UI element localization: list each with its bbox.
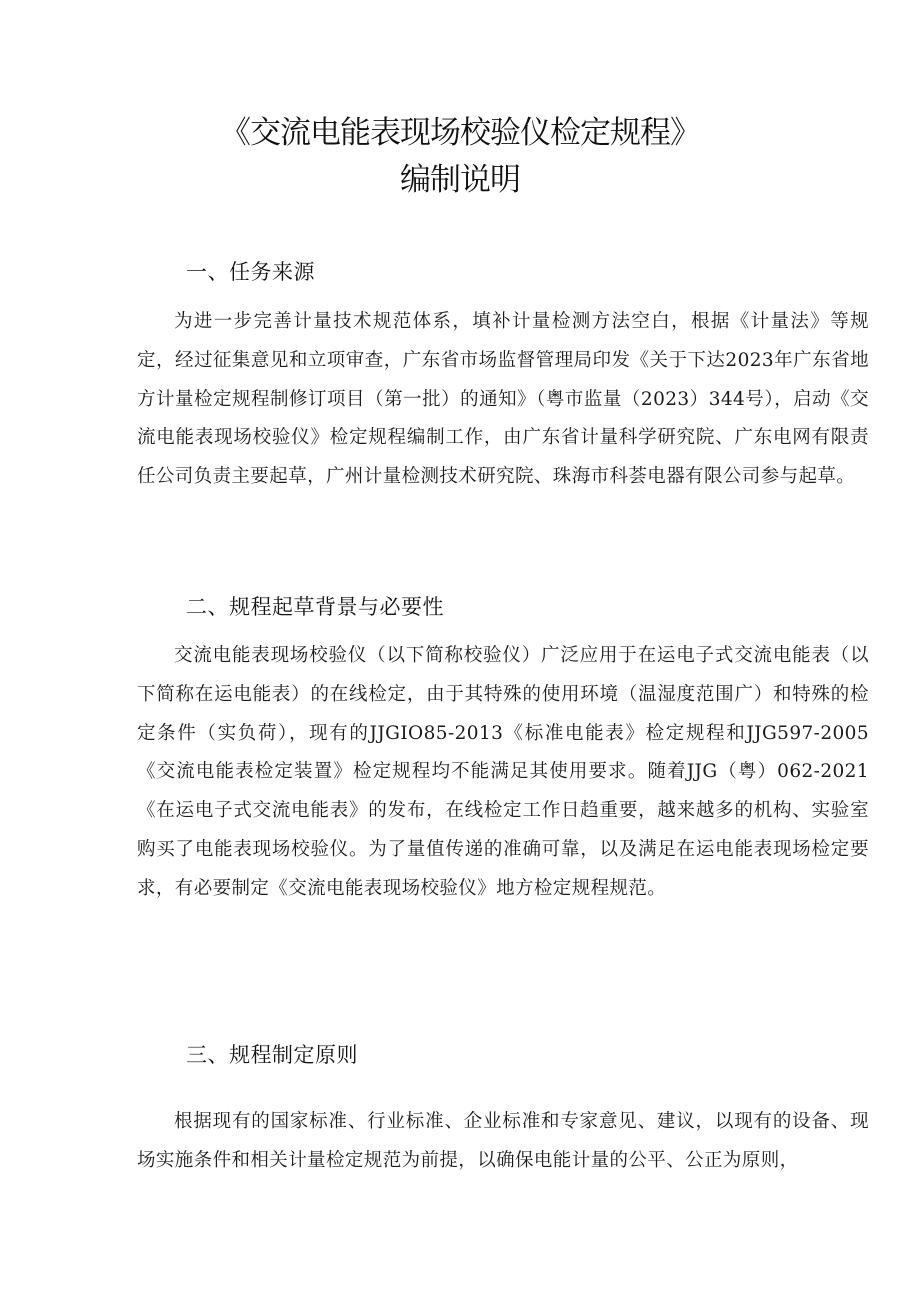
- section-heading-principles: 三、规程制定原则: [186, 1043, 358, 1067]
- section-heading-task-source: 一、任务来源: [186, 260, 315, 284]
- document-title: 《交流电能表现场校验仪检定规程》: [220, 115, 700, 151]
- section-paragraph-background: 交流电能表现场校验仪（以下简称校验仪）广泛应用于在运电子式交流电能表（以下简称在运电能表）的在线检定，由于其特殊的使用环境（温湿度范围广）和特殊的检定条件（实负荷），现有的JJGIO85-2013《标准电能表》检定规程和JJG597-2005《交流电能表检定装置》检定规程均不能满足其使用要求。随着JJG（粤）062-2021《在运电子式交流电能表》的发布，在线检定工作日趋重要，越来越多的机构、实验室购买了电能表现场校验仪。为了量值传递的准确可靠，以及满足在运电能表现场检定要求，有必要制定《交流电能表现场校验仪》地方检定规程规范。: [137, 645, 869, 899]
- section-heading-background: 二、规程起草背景与必要性: [186, 595, 444, 619]
- section-paragraph-task-source: 为进一步完善计量技术规范体系，填补计量检测方法空白，根据《计量法》等规定，经过征集意见和立项审查，广东省市场监督管理局印发《关于下达2023年广东省地方计量检定规程制修订项目（第一批）的通知》（粤市监量（2023）344号），启动《交流电能表现场校验仪》检定规程编制工作，由广东省计量科学研究院、广东电网有限责任公司负责主要起草，广州计量检测技术研究院、珠海市科荟电器有限公司参与起草。: [137, 311, 869, 488]
- document-subtitle: 编制说明: [400, 162, 520, 198]
- section-paragraph-principles: 根据现有的国家标准、行业标准、企业标准和专家意见、建议，以现有的设备、现场实施条件和相关计量检定规范为前提，以确保电能计量的公平、公正为原则，: [137, 1111, 869, 1171]
